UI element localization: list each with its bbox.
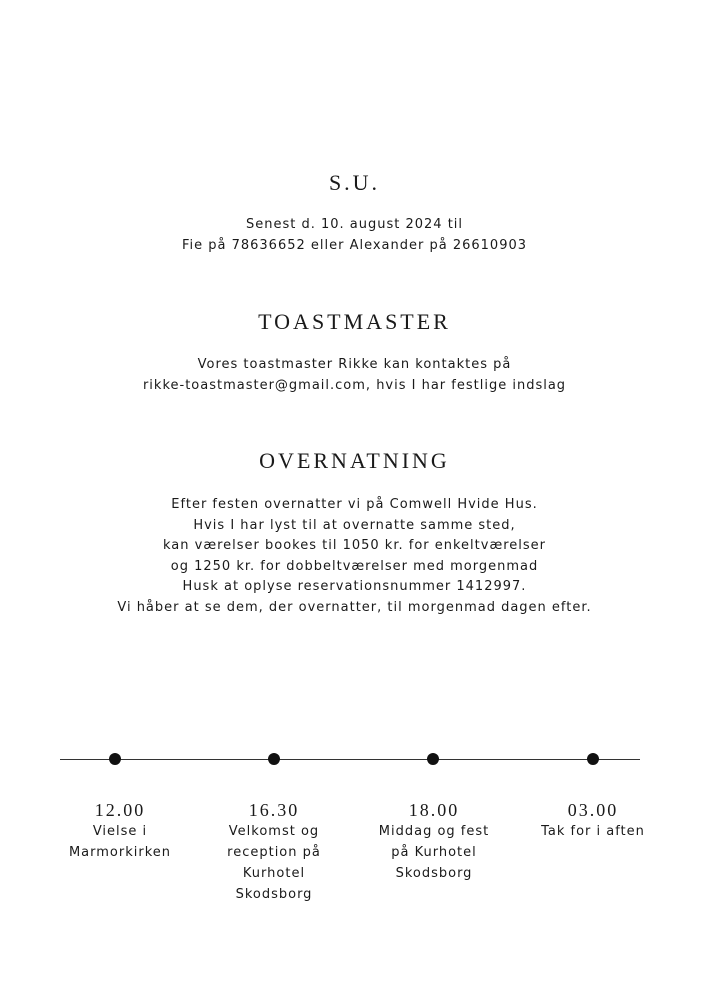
event-line: Kurhotel bbox=[242, 866, 306, 881]
timeline-event bbox=[528, 800, 658, 842]
overnatning-section bbox=[0, 448, 709, 618]
timeline-dot bbox=[427, 753, 439, 765]
timeline-event bbox=[55, 800, 185, 863]
su-line: Fie på 78636652 eller Alexander på 26610903 bbox=[181, 237, 528, 253]
su-line: Senest d. 10. august 2024 til bbox=[245, 217, 464, 232]
overnatning-line: og 1250 kr. for dobbeltværelser med morgenmad bbox=[170, 558, 539, 574]
event-time: 12.00 bbox=[94, 800, 146, 820]
overnatning-text bbox=[0, 495, 709, 618]
timeline-line bbox=[60, 759, 640, 760]
overnatning-line: kan værelser bookes til 1050 kr. for enkeltværelser bbox=[162, 538, 546, 553]
su-section bbox=[0, 170, 709, 256]
event-time: 03.00 bbox=[567, 800, 619, 820]
timeline-event bbox=[369, 800, 499, 884]
event-time: 18.00 bbox=[408, 800, 460, 820]
timeline-dot bbox=[109, 753, 121, 765]
overnatning-line: Efter festen overnatter vi på Comwell Hvide Hus. bbox=[171, 497, 538, 512]
event-line: Middag og fest bbox=[378, 824, 490, 839]
overnatning-line: Vi håber at se dem, der overnatter, til morgenmad dagen efter. bbox=[117, 599, 592, 615]
toastmaster-line: rikke-toastmaster@gmail.com, hvis I har festlige indslag bbox=[142, 377, 567, 393]
event-line: Skodsborg bbox=[395, 866, 473, 881]
overnatning-heading: OVERNATNING bbox=[259, 448, 450, 473]
event-description bbox=[209, 821, 339, 905]
overnatning-line: Hvis I har lyst til at overnatte samme sted, bbox=[193, 517, 516, 533]
event-line: Marmorkirken bbox=[68, 845, 172, 860]
event-description bbox=[369, 821, 499, 884]
event-line: Velkomst og bbox=[228, 824, 320, 839]
toastmaster-text bbox=[0, 355, 709, 396]
su-heading: S.U. bbox=[328, 170, 381, 195]
event-line: Vielse i bbox=[92, 824, 148, 839]
timeline-event bbox=[209, 800, 339, 905]
event-description bbox=[528, 821, 658, 842]
event-time: 16.30 bbox=[248, 800, 300, 820]
event-line: Skodsborg bbox=[235, 887, 313, 902]
event-line: reception på bbox=[227, 845, 321, 860]
toastmaster-heading: TOASTMASTER bbox=[258, 309, 451, 334]
overnatning-line: Husk at oplyse reservationsnummer 1412997. bbox=[182, 579, 527, 594]
timeline-dot bbox=[268, 753, 280, 765]
toastmaster-section bbox=[0, 309, 709, 396]
event-line: Tak for i aften bbox=[541, 824, 645, 839]
event-line: på Kurhotel bbox=[391, 845, 477, 860]
timeline-dot bbox=[587, 753, 599, 765]
su-text bbox=[0, 215, 709, 256]
toastmaster-line: Vores toastmaster Rikke kan kontaktes på bbox=[197, 357, 512, 372]
event-description bbox=[55, 821, 185, 863]
